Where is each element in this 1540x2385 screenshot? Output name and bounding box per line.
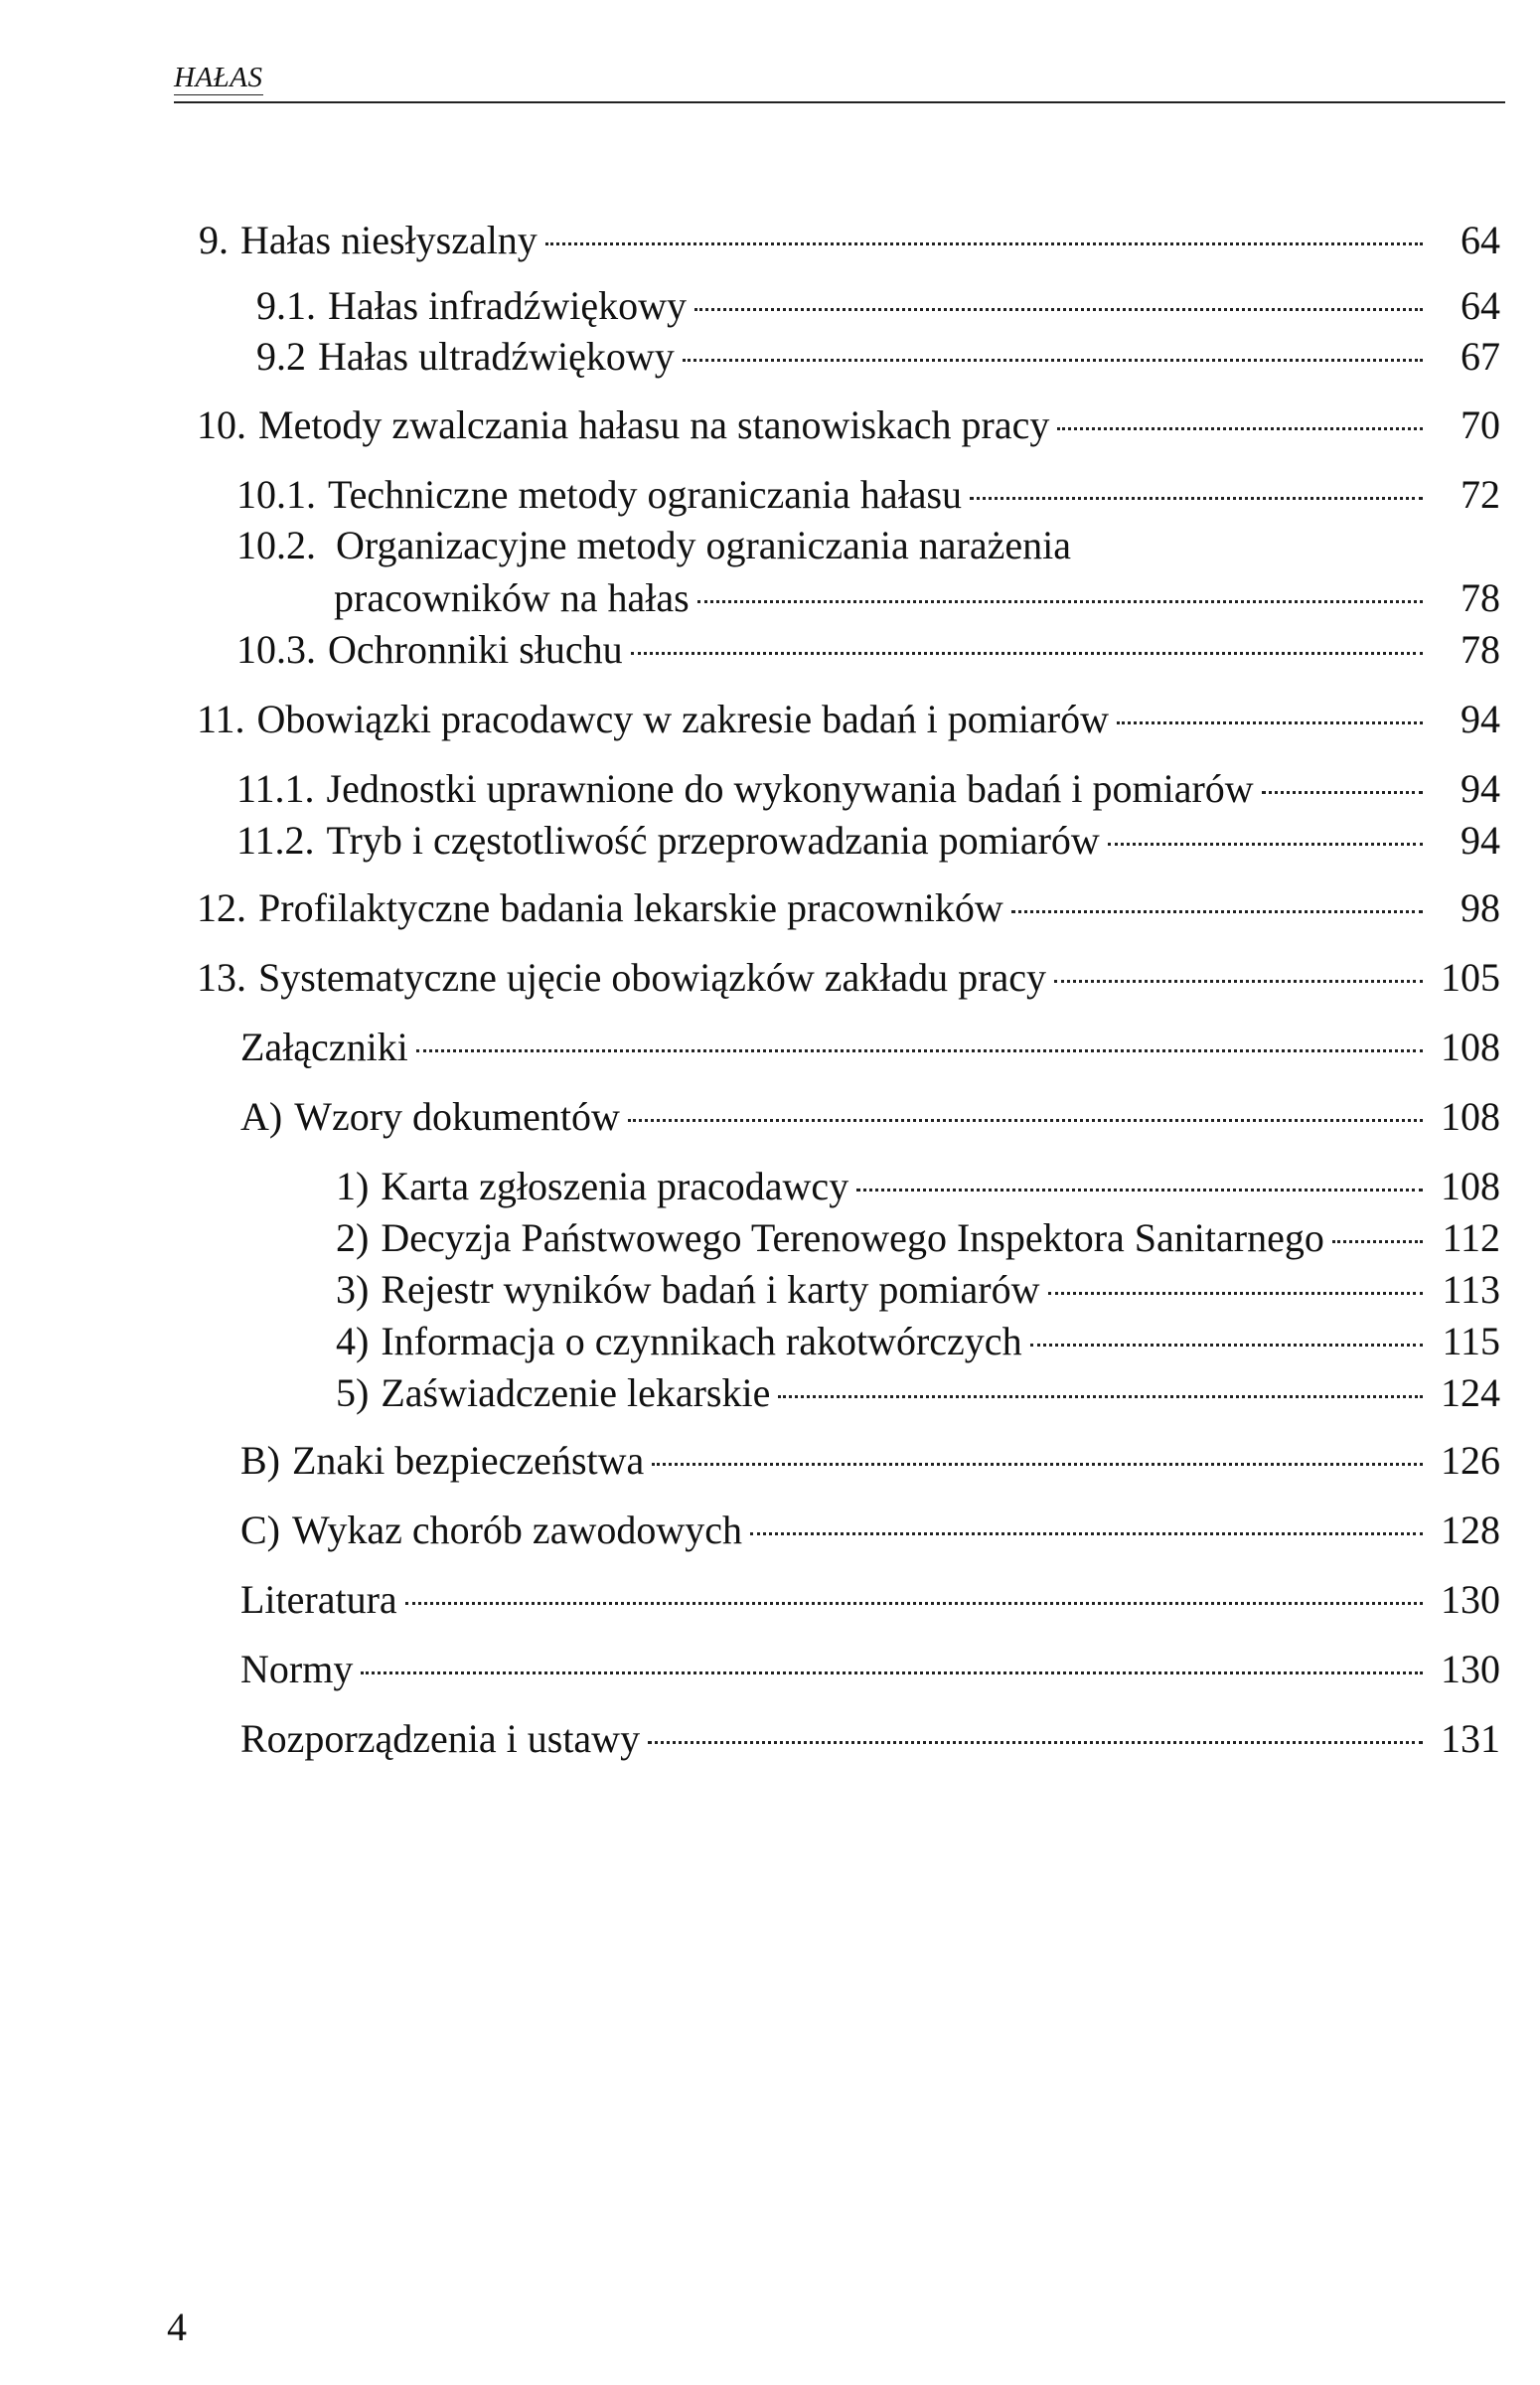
dot-leader — [694, 308, 1423, 311]
dot-leader — [970, 497, 1423, 500]
toc-entry-title: Hałas infradźwiękowy — [328, 283, 687, 328]
toc-entry[interactable] — [336, 1318, 1500, 1365]
toc-entry[interactable] — [336, 1369, 1500, 1417]
toc-entry-title: Metody zwalczania hałasu na stanowiskach pracy — [258, 402, 1050, 447]
dot-leader — [1054, 980, 1423, 983]
toc-entry-number: 11.1. — [236, 766, 315, 811]
dot-leader — [1117, 721, 1423, 724]
toc-entry-page: 67 — [1461, 334, 1500, 379]
toc-entry[interactable] — [197, 954, 1500, 1002]
dot-leader — [1057, 427, 1423, 430]
toc-entry-page: 108 — [1441, 1094, 1500, 1139]
toc-entry[interactable] — [236, 817, 1500, 865]
toc-entry[interactable] — [240, 1715, 1500, 1763]
dot-leader — [856, 1189, 1423, 1192]
toc-entry-number: 13. — [197, 955, 246, 1000]
toc-entry-title: Zaświadczenie lekarskie — [381, 1370, 771, 1415]
toc-entry-number: 12. — [197, 885, 246, 930]
toc-entry[interactable] — [240, 1576, 1500, 1624]
dot-leader — [405, 1602, 1423, 1605]
toc-entry-page: 113 — [1442, 1267, 1500, 1312]
toc-entry-page: 98 — [1461, 885, 1500, 930]
toc-entry-page: 72 — [1461, 472, 1500, 517]
toc-entry-page: 130 — [1441, 1647, 1500, 1691]
toc-entry-title: Profilaktyczne badania lekarskie pracowników — [258, 885, 1003, 930]
toc-entry-page: 64 — [1461, 218, 1500, 262]
dot-leader — [361, 1671, 1423, 1674]
dot-leader — [416, 1049, 1423, 1052]
toc-entry-page: 94 — [1461, 697, 1500, 741]
toc-entry-title: Rejestr wyników badań i karty pomiarów — [381, 1267, 1040, 1312]
toc-entry-number: A) — [240, 1094, 283, 1139]
toc-entry-first-line[interactable] — [236, 522, 1071, 569]
toc-entry-number: 3) — [336, 1267, 370, 1312]
toc-entry[interactable] — [197, 696, 1500, 743]
toc-entry-number: 9. — [199, 218, 229, 262]
toc-entry-title: Hałas niesłyszalny — [240, 218, 538, 262]
dot-leader — [1030, 1344, 1423, 1347]
toc-entry-title: Normy — [240, 1647, 354, 1691]
toc-entry-number: C) — [240, 1508, 280, 1552]
dot-leader — [1011, 910, 1423, 913]
dot-leader — [648, 1741, 1423, 1744]
toc-entry-page: 78 — [1461, 575, 1500, 620]
toc-entry-page: 126 — [1441, 1438, 1500, 1483]
toc-entry[interactable] — [240, 1437, 1500, 1485]
dot-leader — [628, 1119, 1423, 1122]
toc-entry-number: 10.2. — [236, 523, 316, 567]
toc-entry-title: Jednostki uprawnione do wykonywania badań i pomiarów — [326, 766, 1254, 811]
toc-entry-page: 108 — [1441, 1164, 1500, 1208]
dot-leader — [750, 1532, 1423, 1535]
toc-entry[interactable] — [236, 765, 1500, 813]
toc-entry-title: Systematyczne ujęcie obowiązków zakładu pracy — [258, 955, 1047, 1000]
toc-entry-page: 64 — [1461, 283, 1500, 328]
dot-leader — [631, 652, 1423, 655]
toc-entry-number: 11. — [197, 697, 245, 741]
toc-entry[interactable] — [240, 1024, 1500, 1071]
dot-leader — [697, 600, 1423, 603]
toc-entry[interactable] — [236, 626, 1500, 674]
toc-entry-page: 112 — [1442, 1215, 1500, 1260]
toc-entry-title: Ochronniki słuchu — [328, 627, 623, 672]
toc-entry[interactable] — [197, 884, 1500, 932]
dot-leader — [778, 1395, 1423, 1398]
toc-entry-page: 78 — [1461, 627, 1500, 672]
toc-entry-number: 9.1. — [256, 283, 316, 328]
toc-entry[interactable] — [256, 333, 1500, 381]
toc-entry-title: Tryb i częstotliwość przeprowadzania pomiarów — [326, 818, 1100, 863]
toc-entry-page: 115 — [1442, 1319, 1500, 1363]
toc-entry[interactable] — [336, 1266, 1500, 1314]
dot-leader — [1108, 843, 1423, 846]
toc-entry-title: Wzory dokumentów — [294, 1094, 620, 1139]
toc-entry-number: 9.2 — [256, 334, 306, 379]
toc-entry[interactable] — [334, 574, 1500, 622]
toc-entry-title: Hałas ultradźwiękowy — [318, 334, 675, 379]
toc-entry-title: Decyzja Państwowego Terenowego Inspektora Sanitarnego — [381, 1215, 1324, 1260]
toc-entry-page: 94 — [1461, 766, 1500, 811]
toc-entry-page: 70 — [1461, 402, 1500, 447]
dot-leader — [652, 1463, 1423, 1466]
toc-entry[interactable] — [240, 1093, 1500, 1141]
toc-entry-title: Informacja o czynnikach rakotwórczych — [381, 1319, 1022, 1363]
dot-leader — [1332, 1240, 1423, 1243]
toc-entry-title: Rozporządzenia i ustawy — [240, 1716, 641, 1761]
toc-entry[interactable] — [336, 1214, 1500, 1262]
dot-leader — [1048, 1292, 1423, 1295]
toc-entry-page: 108 — [1441, 1025, 1500, 1069]
toc-entry-title-continued: pracowników na hałas — [334, 575, 690, 620]
toc-entry-number: 5) — [336, 1370, 370, 1415]
toc-entry[interactable] — [336, 1163, 1500, 1210]
toc-entry-page: 105 — [1441, 955, 1500, 1000]
toc-entry-title: Techniczne metody ograniczania hałasu — [328, 472, 963, 517]
toc-entry-number: 10.1. — [236, 472, 316, 517]
toc-entry-page: 128 — [1441, 1508, 1500, 1552]
dot-leader — [545, 242, 1423, 245]
toc-entry[interactable] — [256, 282, 1500, 330]
toc-entry-page: 124 — [1441, 1370, 1500, 1415]
page-number: 4 — [167, 2305, 187, 2349]
toc-entry-number: 2) — [336, 1215, 370, 1260]
toc-entry-page: 94 — [1461, 818, 1500, 863]
toc-entry[interactable] — [240, 1646, 1500, 1693]
toc-entry-number: 11.2. — [236, 818, 315, 863]
toc-entry-number: 4) — [336, 1319, 370, 1363]
toc-entry[interactable] — [197, 401, 1500, 449]
toc-entry-number: 10.3. — [236, 627, 316, 672]
toc-entry-title: Karta zgłoszenia pracodawcy — [381, 1164, 849, 1208]
toc-entry-page: 131 — [1441, 1716, 1500, 1761]
toc-entry[interactable] — [199, 217, 1500, 264]
toc-entry-title: Literatura — [240, 1577, 397, 1622]
toc-entry-title: Organizacyjne metody ograniczania narażenia — [336, 523, 1071, 567]
toc-entry-number: B) — [240, 1438, 280, 1483]
toc-entry-title: Obowiązki pracodawcy w zakresie badań i pomiarów — [256, 697, 1109, 741]
running-header-title: HAŁAS — [174, 62, 263, 93]
toc-entry-title: Wykaz chorób zawodowych — [292, 1508, 742, 1552]
toc-entry[interactable] — [240, 1507, 1500, 1554]
toc-entry-number: 10. — [197, 402, 246, 447]
toc-entry-page: 130 — [1441, 1577, 1500, 1622]
toc-entry-title: Załączniki — [240, 1025, 408, 1069]
toc-entry-number: 1) — [336, 1164, 370, 1208]
dot-leader — [1262, 791, 1423, 794]
toc-entry-title: Znaki bezpieczeństwa — [292, 1438, 645, 1483]
toc-entry[interactable] — [236, 471, 1500, 519]
dot-leader — [683, 359, 1423, 362]
